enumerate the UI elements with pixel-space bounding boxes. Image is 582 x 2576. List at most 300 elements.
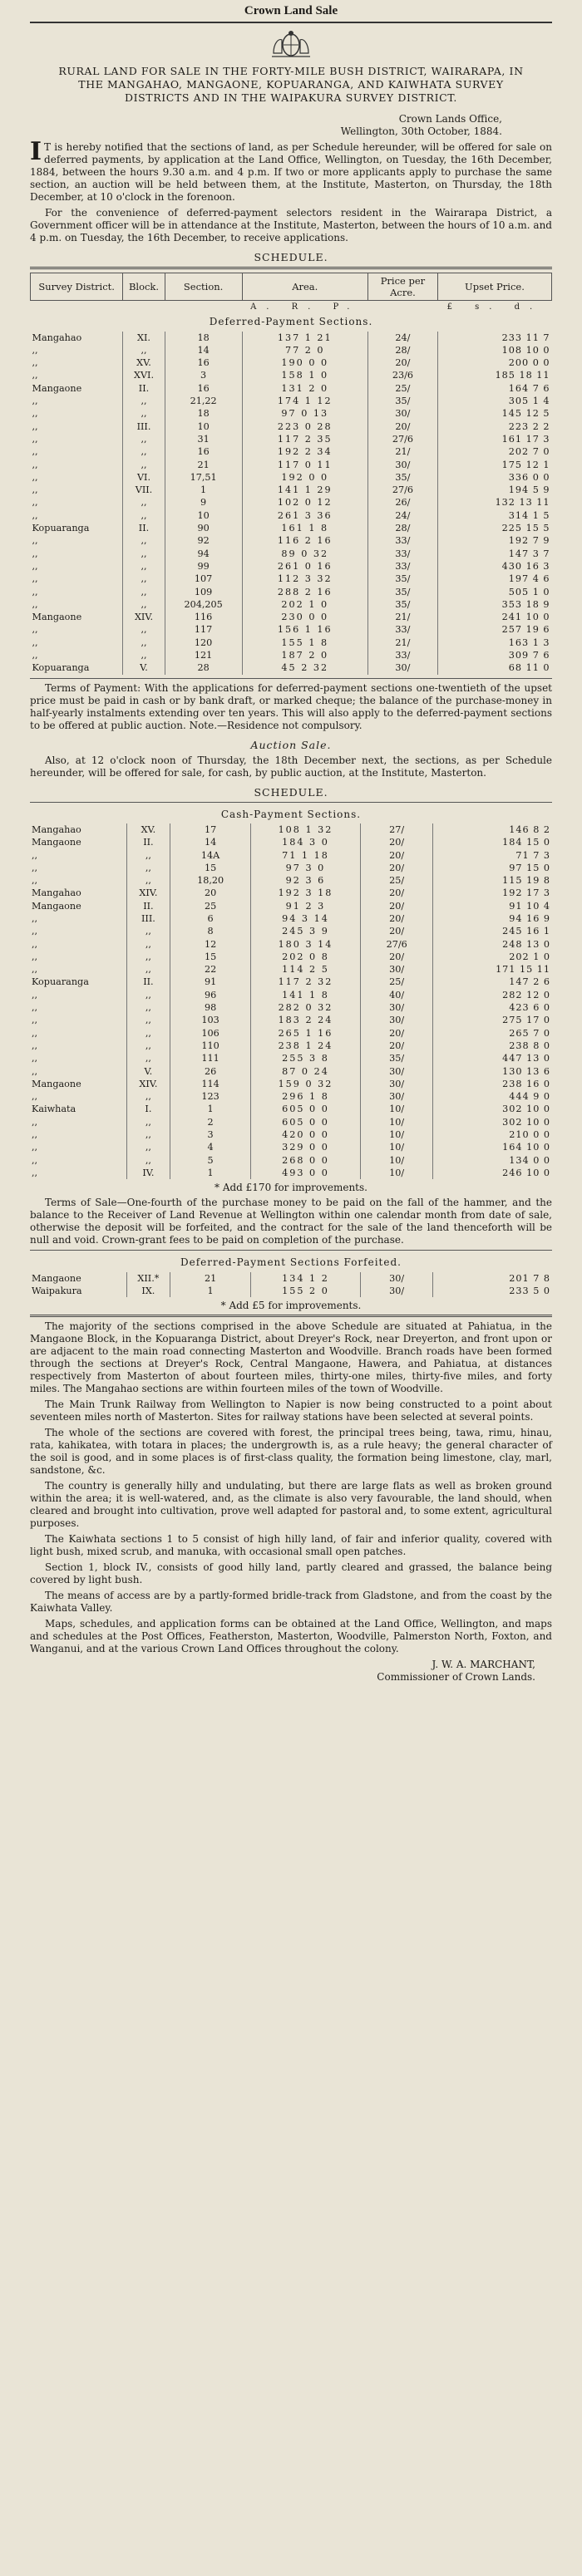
cell-upset-price: 132 13 11 bbox=[437, 496, 551, 509]
area-units: A. R. P. bbox=[250, 302, 360, 312]
cell-section: 114 bbox=[170, 1078, 251, 1090]
cell-district: ,, bbox=[32, 1040, 38, 1051]
cell-section: 5 bbox=[170, 1154, 251, 1167]
cell-area: 131 2 0 bbox=[242, 382, 367, 395]
cell-section: 103 bbox=[170, 1014, 251, 1026]
cell-area: 116 2 16 bbox=[242, 534, 367, 547]
cell-price: 30/ bbox=[360, 1272, 433, 1285]
cell-section: 110 bbox=[170, 1040, 251, 1052]
dateline bbox=[30, 113, 552, 138]
cell-block: II. bbox=[123, 382, 165, 395]
cell-block: ,, bbox=[123, 395, 165, 407]
cell-area: 108 1 32 bbox=[251, 823, 361, 836]
cell-section: 18 bbox=[165, 407, 242, 420]
cell-block: V. bbox=[123, 661, 165, 674]
cell-area: 261 0 16 bbox=[242, 560, 367, 573]
cell-block: ,, bbox=[126, 1141, 170, 1153]
cell-area: 202 1 0 bbox=[242, 598, 367, 611]
cell-section: 16 bbox=[165, 382, 242, 395]
cell-section: 15 bbox=[170, 862, 251, 874]
cell-district: ,, bbox=[32, 875, 38, 887]
cell-upset-price: 225 15 5 bbox=[437, 522, 551, 534]
cell-upset-price: 302 10 0 bbox=[433, 1116, 552, 1128]
cell-district: Mangaone bbox=[32, 1078, 81, 1089]
cell-district: ,, bbox=[32, 396, 38, 407]
cell-price: 20/ bbox=[367, 420, 437, 433]
cell-district: ,, bbox=[32, 357, 38, 369]
cell-area: 174 1 12 bbox=[242, 395, 367, 407]
cell-section: 21,22 bbox=[165, 395, 242, 407]
cell-price: 30/ bbox=[360, 1065, 433, 1078]
cell-upset-price: 265 7 0 bbox=[433, 1027, 552, 1040]
table-row bbox=[31, 459, 552, 471]
forfeited-note: * Add £5 for improvements. bbox=[220, 1300, 362, 1312]
cell-section: 31 bbox=[165, 433, 242, 445]
table-row bbox=[30, 1040, 552, 1052]
cell-block: XII.* bbox=[126, 1272, 170, 1285]
cell-area: 97 0 13 bbox=[242, 407, 367, 420]
cell-block: I. bbox=[126, 1103, 170, 1115]
cell-block: III. bbox=[126, 912, 170, 925]
cell-block: ,, bbox=[126, 925, 170, 937]
cell-upset-price: 71 7 3 bbox=[433, 849, 552, 862]
table-row bbox=[31, 522, 552, 534]
cell-block: ,, bbox=[123, 548, 165, 560]
auction-title: Auction Sale. bbox=[250, 738, 332, 751]
cell-district: ,, bbox=[32, 535, 38, 547]
cell-area: 114 2 5 bbox=[251, 963, 361, 976]
cell-price: 26/ bbox=[367, 496, 437, 509]
cell-section: 120 bbox=[165, 637, 242, 649]
table-row bbox=[31, 649, 552, 661]
cell-district: ,, bbox=[32, 548, 38, 559]
table-row bbox=[30, 1128, 552, 1141]
cell-area: 117 0 11 bbox=[242, 459, 367, 471]
cell-area: 155 1 8 bbox=[242, 637, 367, 649]
closing-paragraph: The country is generally hilly and undulating, but there are large flats as well as broken ground within the area; it is well-watered, and, as the climate is also very favourable, the land should, when cleared and brought into cultivation, prove well adapted for pastoral and, to some extent, agricultural purposes. bbox=[30, 1480, 552, 1530]
table-row bbox=[31, 623, 552, 636]
cell-block: ,, bbox=[126, 1052, 170, 1064]
cell-district: ,, bbox=[32, 370, 38, 381]
cell-section: 21 bbox=[170, 1272, 251, 1285]
cell-district: Mangaone bbox=[32, 382, 82, 394]
cell-area: 117 2 32 bbox=[251, 976, 361, 988]
cell-price: 30/ bbox=[360, 1078, 433, 1090]
cell-price: 28/ bbox=[367, 522, 437, 534]
cell-upset-price: 91 10 4 bbox=[433, 900, 552, 912]
cell-section: 1 bbox=[170, 1103, 251, 1115]
cell-section: 98 bbox=[170, 1001, 251, 1014]
cell-upset-price: 185 18 11 bbox=[437, 369, 551, 381]
cell-section: 16 bbox=[165, 445, 242, 458]
cell-district: ,, bbox=[32, 1091, 38, 1103]
cell-district: Kopuaranga bbox=[32, 662, 90, 674]
cell-upset-price: 200 0 0 bbox=[437, 356, 551, 369]
col-upset: Upset Price. bbox=[437, 273, 551, 301]
cell-district: Kopuaranga bbox=[32, 976, 89, 988]
cell-price: 33/ bbox=[367, 649, 437, 661]
intro-paragraph-2: For the convenience of deferred-payment selectors resident in the Wairarapa District, a Government officer will be in attendance at the Institute, Masterton, between the hours of 10 a.m. and 4 p.m. on Tuesday, the 16th December, to receive applications. bbox=[30, 207, 552, 243]
cell-area: 137 1 21 bbox=[242, 332, 367, 344]
table-row bbox=[31, 496, 552, 509]
cell-district: ,, bbox=[32, 912, 38, 924]
cell-section: 109 bbox=[165, 586, 242, 598]
cell-upset-price: 164 7 6 bbox=[437, 382, 551, 395]
cell-upset-price: 130 13 6 bbox=[433, 1065, 552, 1078]
cell-price: 35/ bbox=[367, 395, 437, 407]
cell-upset-price: 238 16 0 bbox=[433, 1078, 552, 1090]
cell-district: Waipakura bbox=[32, 1285, 82, 1296]
cell-section: 21 bbox=[165, 459, 242, 471]
cell-section: 18 bbox=[165, 332, 242, 344]
cell-upset-price: 194 5 9 bbox=[437, 484, 551, 496]
cell-area: 187 2 0 bbox=[242, 649, 367, 661]
cell-block: XV. bbox=[126, 823, 170, 836]
closing-paragraph: The whole of the sections are covered with forest, the principal trees being, tawa, rimu, hinau, rata, kahikatea, with totara in places; the undergrowth is, as a rule heavy; the general character of the soil is good, and in some places is of first-class quality, the formation being limestone, clay, marl, sandstone, &c. bbox=[30, 1427, 552, 1477]
cell-area: 192 2 34 bbox=[242, 445, 367, 458]
table-row bbox=[31, 661, 552, 674]
cell-price: 35/ bbox=[367, 573, 437, 585]
cell-section: 96 bbox=[170, 989, 251, 1001]
col-area: Area. bbox=[242, 273, 367, 301]
cell-block: ,, bbox=[126, 951, 170, 963]
cell-upset-price: 146 8 2 bbox=[433, 823, 552, 836]
cell-area: 183 2 24 bbox=[251, 1014, 361, 1026]
cell-area: 282 0 32 bbox=[251, 1001, 361, 1014]
cell-district: ,, bbox=[32, 637, 38, 648]
cell-section: 204,205 bbox=[165, 598, 242, 611]
table-row bbox=[30, 1065, 552, 1078]
cell-block: ,, bbox=[123, 623, 165, 636]
drop-cap: I bbox=[30, 137, 42, 166]
cell-district: ,, bbox=[32, 598, 38, 610]
col-price: Price per Acre. bbox=[367, 273, 437, 301]
cell-price: 27/ bbox=[360, 823, 433, 836]
table-row bbox=[30, 1285, 552, 1297]
cell-price: 27/6 bbox=[367, 433, 437, 445]
cell-upset-price: 192 7 9 bbox=[437, 534, 551, 547]
cell-block: VI. bbox=[123, 471, 165, 484]
cell-area: 605 0 0 bbox=[251, 1103, 361, 1115]
cell-block: V. bbox=[126, 1065, 170, 1078]
cell-district: ,, bbox=[32, 560, 38, 572]
cell-section: 94 bbox=[165, 548, 242, 560]
cell-upset-price: 430 16 3 bbox=[437, 560, 551, 573]
table-row bbox=[30, 1272, 552, 1285]
cell-upset-price: 246 10 0 bbox=[433, 1167, 552, 1179]
cell-area: 71 1 18 bbox=[251, 849, 361, 862]
cell-section: 14 bbox=[170, 836, 251, 848]
cell-price: 20/ bbox=[360, 836, 433, 848]
cell-block: ,, bbox=[123, 459, 165, 471]
deferred-payment-table bbox=[30, 273, 552, 675]
schedule2-title: SCHEDULE. bbox=[254, 785, 328, 799]
cell-area: 192 3 18 bbox=[251, 887, 361, 899]
cell-area: 156 1 16 bbox=[242, 623, 367, 636]
cell-block: ,, bbox=[126, 1128, 170, 1141]
cell-area: 493 0 0 bbox=[251, 1167, 361, 1179]
table-row bbox=[30, 1078, 552, 1090]
cell-price: 24/ bbox=[367, 332, 437, 344]
signature bbox=[30, 1659, 552, 1684]
table-row bbox=[30, 1014, 552, 1026]
cell-area: 97 3 0 bbox=[251, 862, 361, 874]
cell-district: ,, bbox=[32, 509, 38, 521]
cell-block: ,, bbox=[126, 1116, 170, 1128]
cell-upset-price: 233 11 7 bbox=[437, 332, 551, 344]
cell-section: 8 bbox=[170, 925, 251, 937]
cell-area: 329 0 0 bbox=[251, 1141, 361, 1153]
cell-price: 33/ bbox=[367, 534, 437, 547]
table-row bbox=[31, 534, 552, 547]
cell-section: 4 bbox=[170, 1141, 251, 1153]
cell-upset-price: 305 1 4 bbox=[437, 395, 551, 407]
cell-district: ,, bbox=[32, 1142, 38, 1153]
cell-section: 117 bbox=[165, 623, 242, 636]
cell-upset-price: 248 13 0 bbox=[433, 938, 552, 951]
cell-district: ,, bbox=[32, 951, 38, 962]
cell-section: 90 bbox=[165, 522, 242, 534]
cell-price: 20/ bbox=[360, 862, 433, 874]
cell-district: Mangaone bbox=[32, 1272, 81, 1284]
cell-section: 123 bbox=[170, 1090, 251, 1103]
cell-upset-price: 147 3 7 bbox=[437, 548, 551, 560]
cell-area: 102 0 12 bbox=[242, 496, 367, 509]
cell-section: 26 bbox=[170, 1065, 251, 1078]
cell-area: 255 3 8 bbox=[251, 1052, 361, 1064]
cell-area: 94 3 14 bbox=[251, 912, 361, 925]
cell-section: 15 bbox=[170, 951, 251, 963]
cell-district: ,, bbox=[32, 586, 38, 597]
cell-price: 30/ bbox=[360, 1285, 433, 1297]
cell-upset-price: 175 12 1 bbox=[437, 459, 551, 471]
cell-upset-price: 275 17 0 bbox=[433, 1014, 552, 1026]
cell-district: Mangaone bbox=[32, 837, 81, 848]
cell-upset-price: 257 19 6 bbox=[437, 623, 551, 636]
cell-upset-price: 444 9 0 bbox=[433, 1090, 552, 1103]
cell-district: Mangahao bbox=[32, 823, 81, 835]
table-row bbox=[31, 407, 552, 420]
cell-section: 121 bbox=[165, 649, 242, 661]
table-row bbox=[30, 1141, 552, 1153]
cell-price: 27/6 bbox=[367, 484, 437, 496]
cell-section: 1 bbox=[170, 1167, 251, 1179]
cell-block: ,, bbox=[123, 509, 165, 522]
cell-upset-price: 197 4 6 bbox=[437, 573, 551, 585]
cell-district: ,, bbox=[32, 1065, 38, 1077]
cell-district: ,, bbox=[32, 1154, 38, 1166]
cell-block: ,, bbox=[126, 1090, 170, 1103]
cell-block: ,, bbox=[123, 573, 165, 585]
intro-notice bbox=[30, 137, 552, 244]
cell-price: 28/ bbox=[367, 344, 437, 356]
table-row bbox=[31, 573, 552, 585]
table-row bbox=[30, 1027, 552, 1040]
forfeited-table bbox=[30, 1254, 552, 1297]
cell-section: 91 bbox=[170, 976, 251, 988]
cell-section: 2 bbox=[170, 1116, 251, 1128]
cell-block: ,, bbox=[126, 1014, 170, 1026]
cell-price: 20/ bbox=[360, 1027, 433, 1040]
cell-block: ,, bbox=[123, 433, 165, 445]
cell-area: 134 1 2 bbox=[251, 1272, 361, 1285]
table-row bbox=[30, 938, 552, 951]
cell-district: ,, bbox=[32, 433, 38, 445]
cell-price: 40/ bbox=[360, 989, 433, 1001]
cell-upset-price: 115 19 8 bbox=[433, 874, 552, 887]
cell-upset-price: 145 12 5 bbox=[437, 407, 551, 420]
cell-area: 238 1 24 bbox=[251, 1040, 361, 1052]
cell-upset-price: 94 16 9 bbox=[433, 912, 552, 925]
cell-block: ,, bbox=[126, 938, 170, 951]
table-row bbox=[30, 963, 552, 976]
cell-upset-price: 202 7 0 bbox=[437, 445, 551, 458]
cell-block: ,, bbox=[126, 989, 170, 1001]
table-row bbox=[31, 382, 552, 395]
cell-area: 112 3 32 bbox=[242, 573, 367, 585]
cell-price: 33/ bbox=[367, 548, 437, 560]
cell-price: 35/ bbox=[367, 471, 437, 484]
table-row bbox=[31, 611, 552, 623]
cell-section: 106 bbox=[170, 1027, 251, 1040]
cell-price: 20/ bbox=[360, 849, 433, 862]
cell-district: ,, bbox=[32, 938, 38, 950]
cell-area: 141 1 8 bbox=[251, 989, 361, 1001]
cell-price: 25/ bbox=[360, 874, 433, 887]
signature-title: Commissioner of Crown Lands. bbox=[377, 1671, 535, 1684]
cell-block: ,, bbox=[126, 1154, 170, 1167]
cell-price: 21/ bbox=[367, 611, 437, 623]
cell-price: 10/ bbox=[360, 1128, 433, 1141]
table-row bbox=[30, 1154, 552, 1167]
cell-section: 28 bbox=[165, 661, 242, 674]
cell-section: 16 bbox=[165, 356, 242, 369]
schedule-title: SCHEDULE. bbox=[254, 251, 328, 263]
cell-district: ,, bbox=[32, 484, 38, 496]
table-row bbox=[30, 1103, 552, 1115]
cell-section: 10 bbox=[165, 509, 242, 522]
cell-block: ,, bbox=[126, 1040, 170, 1052]
cell-section: 17 bbox=[170, 823, 251, 836]
cell-area: 158 1 0 bbox=[242, 369, 367, 381]
intro-paragraph-1: T is hereby notified that the sections of land, as per Schedule hereunder, will be offered for sale on deferred payments, by application at the Land Office, Wellington, on Tuesday, the 16th December, 1884, between the hours 9.30 a.m. and 4 p.m. If two or more applicants apply to purchase the same section, an auction will be held between them, at the Institute, Masterton, on Thursday, the 18th December, at 10 o'clock in the forenoon. bbox=[30, 141, 552, 203]
cell-district: ,, bbox=[32, 497, 38, 509]
cell-upset-price: 97 15 0 bbox=[433, 862, 552, 874]
cell-area: 89 0 32 bbox=[242, 548, 367, 560]
table-row bbox=[30, 912, 552, 925]
cell-district: Kopuaranga bbox=[32, 523, 90, 534]
cell-area: 92 3 6 bbox=[251, 874, 361, 887]
cell-price: 20/ bbox=[360, 887, 433, 899]
cell-area: 87 0 24 bbox=[251, 1065, 361, 1078]
cell-upset-price: 184 15 0 bbox=[433, 836, 552, 848]
table-row bbox=[30, 989, 552, 1001]
cell-price: 35/ bbox=[360, 1052, 433, 1064]
cell-upset-price: 447 13 0 bbox=[433, 1052, 552, 1064]
cell-upset-price: 134 0 0 bbox=[433, 1154, 552, 1167]
cell-upset-price: 423 6 0 bbox=[433, 1001, 552, 1014]
cell-block: II. bbox=[126, 900, 170, 912]
cell-area: 223 0 28 bbox=[242, 420, 367, 433]
cell-section: 92 bbox=[165, 534, 242, 547]
cell-block: ,, bbox=[126, 862, 170, 874]
cell-price: 30/ bbox=[367, 661, 437, 674]
cell-price: 30/ bbox=[367, 459, 437, 471]
cell-upset-price: 201 7 8 bbox=[433, 1272, 552, 1285]
cell-upset-price: 241 10 0 bbox=[437, 611, 551, 623]
cell-price: 30/ bbox=[367, 407, 437, 420]
cell-section: 99 bbox=[165, 560, 242, 573]
cell-block: ,, bbox=[123, 586, 165, 598]
cell-block: ,, bbox=[123, 407, 165, 420]
cell-price: 30/ bbox=[360, 1001, 433, 1014]
cell-district: ,, bbox=[32, 459, 38, 470]
closing-paragraph: The Main Trunk Railway from Wellington to Napier is now being constructed to a point about seventeen miles north of Masterton. Sites for railway stations have been selected at several points. bbox=[30, 1399, 552, 1423]
cell-block: II. bbox=[126, 836, 170, 848]
coat-of-arms-icon bbox=[30, 28, 552, 60]
closing-paragraph: Maps, schedules, and application forms can be obtained at the Land Office, Wellington, and maps and schedules at the Post Offices, Featherston, Masterton, Woodville, Palmerston North, Foxton, and Wanganui, and at the various Crown Land Offices throughout the colony. bbox=[30, 1618, 552, 1655]
cell-upset-price: 309 7 6 bbox=[437, 649, 551, 661]
closing-text bbox=[30, 1320, 552, 1655]
cell-area: 45 2 32 bbox=[242, 661, 367, 674]
cell-price: 23/6 bbox=[367, 369, 437, 381]
cell-upset-price: 233 5 0 bbox=[433, 1285, 552, 1297]
cell-district: Kaiwhata bbox=[32, 1104, 76, 1115]
cell-block: ,, bbox=[123, 649, 165, 661]
cell-upset-price: 302 10 0 bbox=[433, 1103, 552, 1115]
cell-district: ,, bbox=[32, 1015, 38, 1026]
notice-heading: RURAL LAND FOR SALE IN THE FORTY-MILE BUSH DISTRICT, WAIRARAPA, IN THE MANGAHAO, MANGAONE, KOPUARANGA, AND KAIWHATA SURVEY DISTRICTS AND IN THE WAIPAKURA SURVEY DISTRICT. bbox=[58, 65, 524, 104]
cell-price: 10/ bbox=[360, 1141, 433, 1153]
cell-district: Mangaone bbox=[32, 612, 82, 623]
cell-block: ,, bbox=[123, 598, 165, 611]
signature-name: J. W. A. MARCHANT, bbox=[432, 1659, 535, 1671]
col-section: Section. bbox=[165, 273, 242, 301]
cell-district: ,, bbox=[32, 446, 38, 458]
table-row bbox=[31, 395, 552, 407]
cell-section: 107 bbox=[165, 573, 242, 585]
cell-area: 141 1 29 bbox=[242, 484, 367, 496]
table-row bbox=[30, 849, 552, 862]
cell-area: 155 2 0 bbox=[251, 1285, 361, 1297]
forfeited-subtitle: Deferred-Payment Sections Forfeited. bbox=[180, 1256, 402, 1269]
table-row bbox=[31, 344, 552, 356]
cell-section: 3 bbox=[165, 369, 242, 381]
cell-upset-price: 147 2 6 bbox=[433, 976, 552, 988]
cell-price: 27/6 bbox=[360, 938, 433, 951]
cell-area: 190 0 0 bbox=[242, 356, 367, 369]
cell-block: ,, bbox=[123, 496, 165, 509]
table-row bbox=[31, 420, 552, 433]
cell-price: 20/ bbox=[360, 925, 433, 937]
table-row bbox=[31, 586, 552, 598]
cell-block: ,, bbox=[123, 637, 165, 649]
cell-upset-price: 238 8 0 bbox=[433, 1040, 552, 1052]
cell-price: 10/ bbox=[360, 1116, 433, 1128]
table-row bbox=[30, 1052, 552, 1064]
cell-section: 111 bbox=[170, 1052, 251, 1064]
cash-payment-table bbox=[30, 806, 552, 1180]
closing-paragraph: The Kaiwhata sections 1 to 5 consist of high hilly land, of fair and inferior quality, covered with light bush, mixed scrub, and manuka, with occasional small open patches. bbox=[30, 1533, 552, 1558]
cell-block: ,, bbox=[123, 445, 165, 458]
cell-area: 77 2 0 bbox=[242, 344, 367, 356]
cell-block: ,, bbox=[126, 849, 170, 862]
table-row bbox=[30, 887, 552, 899]
deferred-subtitle: Deferred-Payment Sections. bbox=[209, 316, 373, 328]
cell-section: 10 bbox=[165, 420, 242, 433]
cell-area: 202 0 8 bbox=[251, 951, 361, 963]
cell-upset-price: 505 1 0 bbox=[437, 586, 551, 598]
